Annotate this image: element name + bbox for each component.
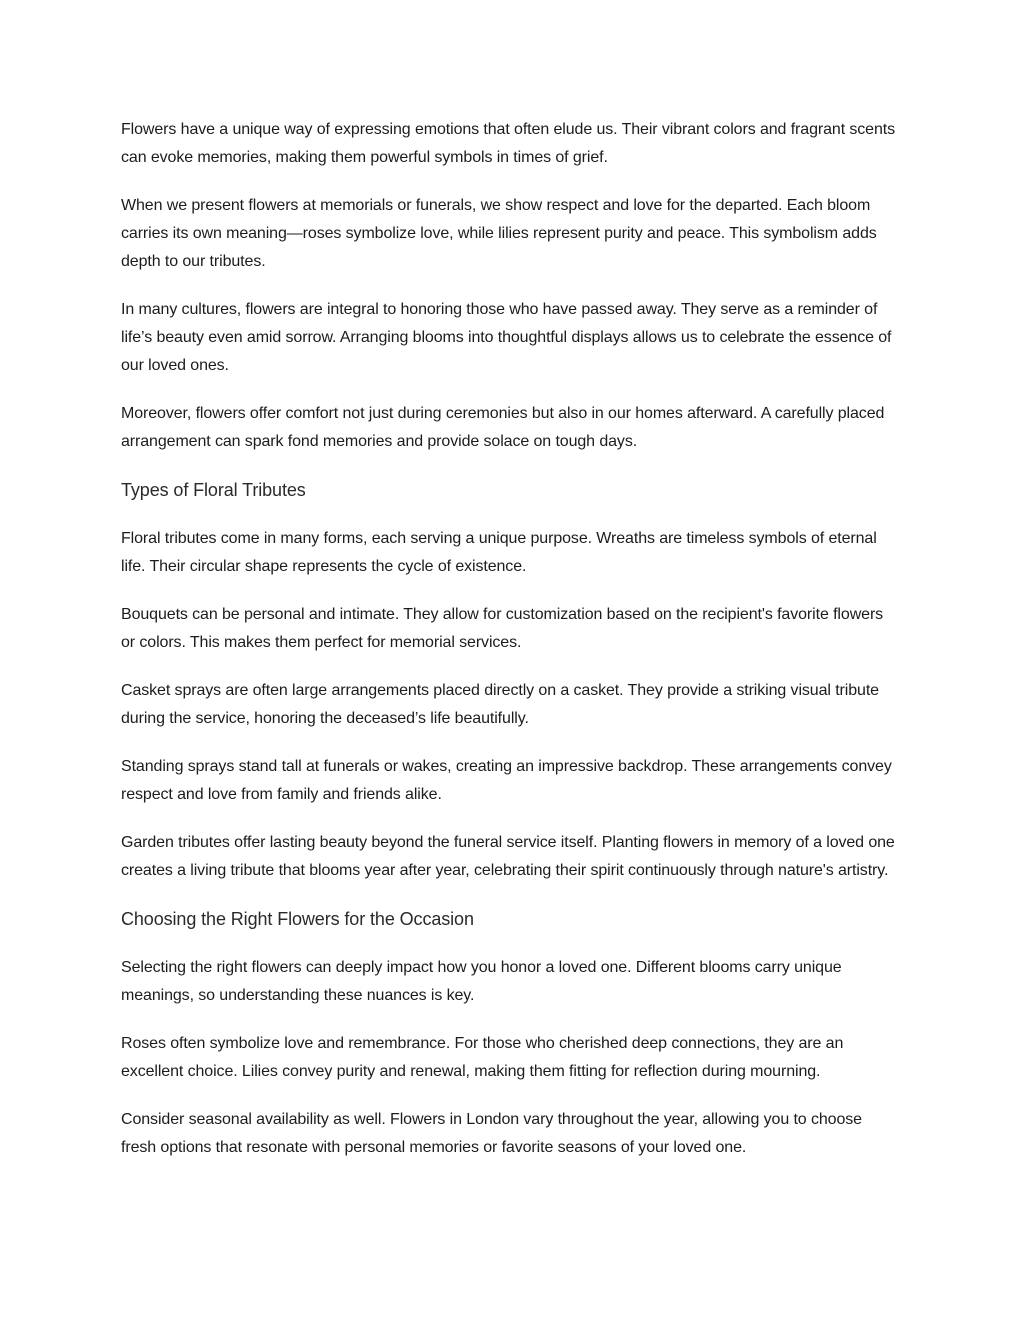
section-heading-choosing: Choosing the Right Flowers for the Occasion <box>121 909 474 929</box>
section-heading-types: Types of Floral Tributes <box>121 480 306 500</box>
intro-paragraph: Flowers have a unique way of expressing emotions that often elude us. Their vibrant colors and fragrant scents can evoke memories, making them powerful symbols in times of grief. <box>121 121 896 166</box>
section-paragraph: Selecting the right flowers can deeply impact how you honor a loved one. Different blooms carry unique meanings, so understanding these nuances is key. <box>121 959 842 1004</box>
document-page <box>121 116 901 1182</box>
intro-paragraph: In many cultures, flowers are integral to honoring those who have passed away. They serve as a reminder of life’s beauty even amid sorrow. Arranging blooms into thoughtful displays allows us to celebrate the essence of our loved ones. <box>121 301 892 374</box>
section-paragraph: Consider seasonal availability as well. Flowers in London vary throughout the year, allowing you to choose fresh options that resonate with personal memories or favorite seasons of your loved one. <box>121 1111 862 1156</box>
intro-paragraph: When we present flowers at memorials or funerals, we show respect and love for the departed. Each bloom carries its own meaning—roses symbolize love, while lilies represent purity and peace. This symbolism adds depth to our tributes. <box>121 197 877 270</box>
section-paragraph: Roses often symbolize love and remembrance. For those who cherished deep connections, they are an excellent choice. Lilies convey purity and renewal, making them fitting for reflection during mourning. <box>121 1035 844 1080</box>
section-paragraph: Floral tributes come in many forms, each serving a unique purpose. Wreaths are timeless symbols of eternal life. Their circular shape represents the cycle of existence. <box>121 530 877 575</box>
section-paragraph: Standing sprays stand tall at funerals or wakes, creating an impressive backdrop. These arrangements convey respect and love from family and friends alike. <box>121 758 892 803</box>
section-paragraph: Bouquets can be personal and intimate. They allow for customization based on the recipient's favorite flowers or colors. This makes them perfect for memorial services. <box>121 606 884 651</box>
section-paragraph: Garden tributes offer lasting beauty beyond the funeral service itself. Planting flowers in memory of a loved one creates a living tribute that blooms year after year, celebrating their spirit continuously through nature's artistry. <box>121 834 895 879</box>
section-paragraph: Casket sprays are often large arrangements placed directly on a casket. They provide a striking visual tribute during the service, honoring the deceased’s life beautifully. <box>121 682 879 727</box>
intro-paragraph: Moreover, flowers offer comfort not just during ceremonies but also in our homes afterward. A carefully placed arrangement can spark fond memories and provide solace on tough days. <box>121 405 885 450</box>
